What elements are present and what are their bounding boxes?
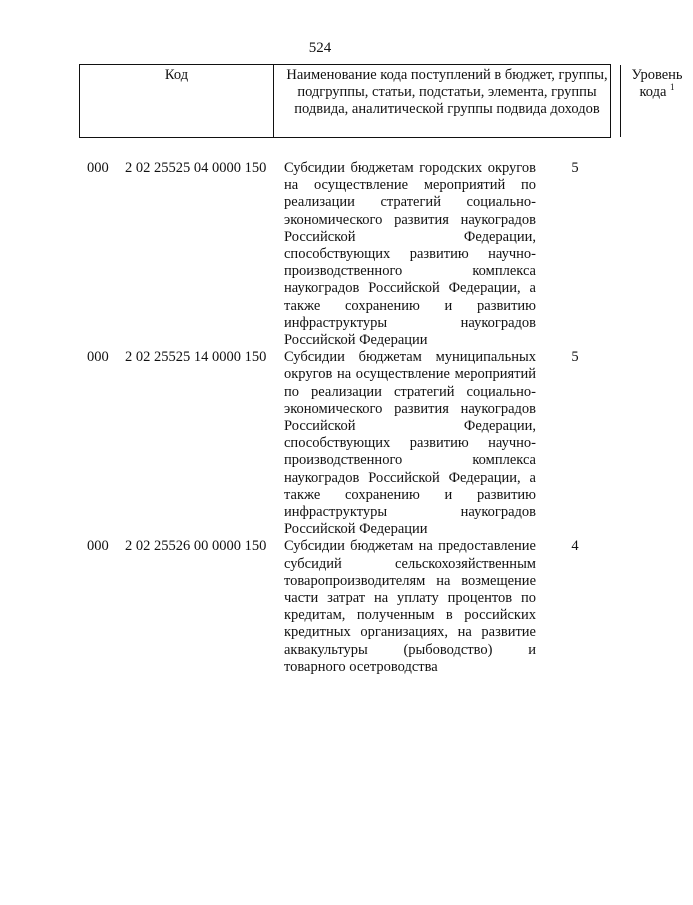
- row-prefix: 000: [87, 160, 109, 176]
- header-level-footnote: 1: [670, 82, 675, 93]
- table-row: [79, 349, 611, 538]
- header-level-column: [621, 65, 693, 137]
- row-code: 2 02 25526 00 0000 150: [125, 538, 267, 555]
- header-level-label: Уровень кода: [631, 67, 683, 100]
- row-level: 5: [571, 160, 579, 176]
- table-header: [79, 64, 683, 138]
- row-name: Субсидии бюджетам на предоставление субсидий сельскохозяйственным товаропроизводителям на возмещение части затрат на уплату процентов по кредитам, полученным в российских кредитных организациях, на развитие аквакультуры (рыбоводство) и товарного осетроводства: [284, 538, 536, 675]
- header-name-column: Наименование кода поступлений в бюджет, группы, подгруппы, статьи, подстатьи, элемента, группы подвида, аналитической группы подвида доходов: [274, 65, 621, 137]
- table-body: [79, 160, 611, 676]
- table-row: [79, 538, 611, 676]
- row-level: 5: [571, 349, 579, 366]
- table-row: [79, 160, 611, 349]
- row-code: 2 02 25525 04 0000 150: [125, 160, 267, 176]
- row-name: Субсидии бюджетам муниципальных округов на осуществление мероприятий по реализации стратегий социально-экономического развития наукоградов Российской Федерации, способствующих развитию научно-производственного комплекса наукоградов Российской Федерации, а также сохранению и развитию инфраструктуры наукоградов Российской Федерации: [284, 349, 536, 538]
- row-name: Субсидии бюджетам городских округов на осуществление мероприятий по реализации стратегий социально-экономического развития наукоградов Российской Федерации, способствующих развитию научно-производственного комплекса наукоградов Российской Федерации, а также сохранению и развитию инфраструктуры наукоградов Российской Федерации: [284, 160, 536, 349]
- row-level: 4: [571, 538, 579, 555]
- header-code-column: Код: [80, 65, 274, 137]
- page-number: 524: [308, 40, 332, 56]
- row-prefix: 000: [87, 538, 109, 555]
- row-code: 2 02 25525 14 0000 150: [125, 349, 267, 366]
- row-prefix: 000: [87, 349, 109, 366]
